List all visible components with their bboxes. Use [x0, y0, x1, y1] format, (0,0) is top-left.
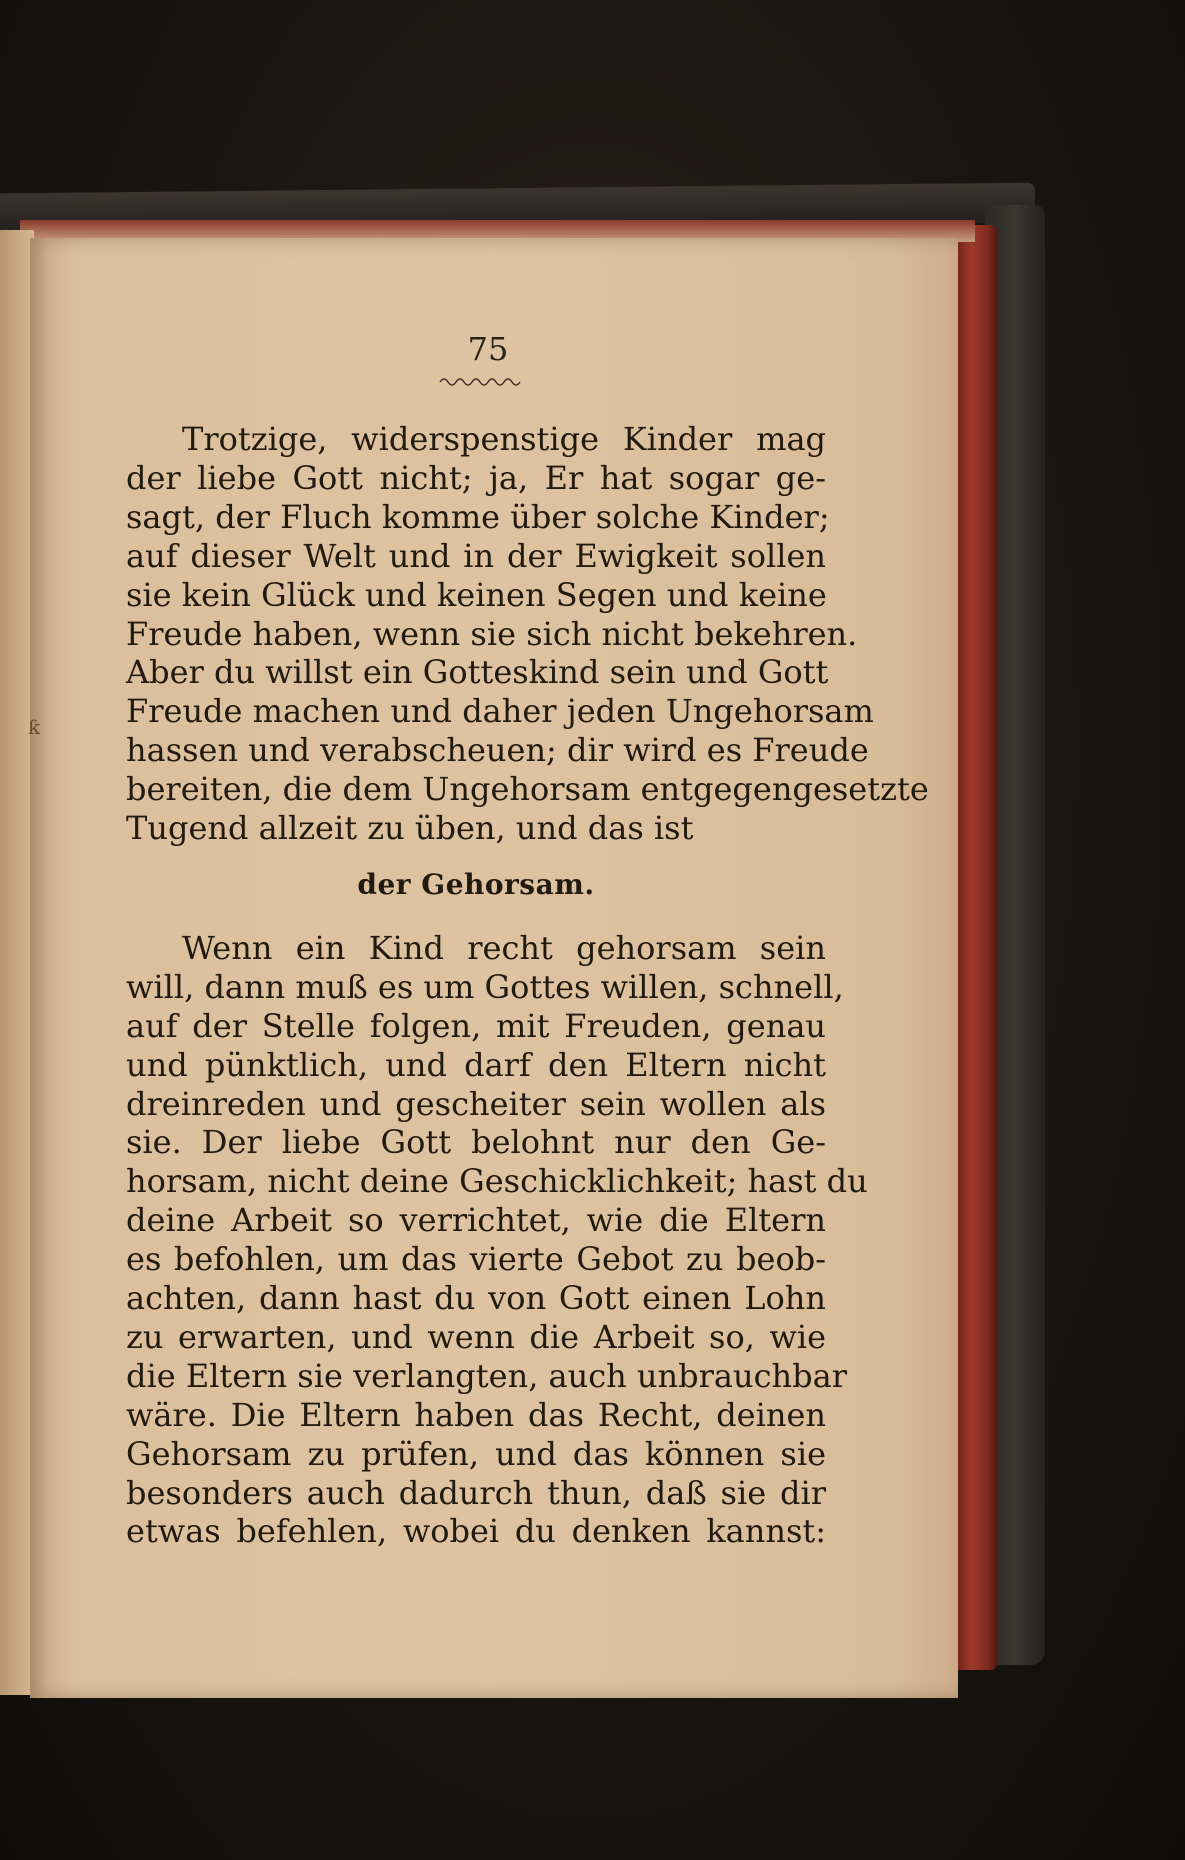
text-line: Freude haben, wenn sie sich nicht bekehren. — [126, 614, 858, 653]
text-line: sie. Der liebe Gott belohnt nur den Ge- — [126, 1123, 826, 1162]
text-line: bereiten, die dem Ungehorsam entgegengesetzte — [126, 770, 929, 809]
text-line: besonders auch dadurch thun, daß sie dir — [126, 1473, 826, 1512]
text-line: Tugend allzeit zu üben, und das ist — [126, 809, 694, 848]
paragraph-1 — [126, 420, 929, 848]
text-line: es befohlen, um das vierte Gebot zu beob- — [126, 1240, 826, 1279]
text-line: Aber du willst ein Gotteskind sein und Gott — [126, 653, 829, 692]
paragraph-2 — [126, 928, 868, 1552]
ornamental-rule — [438, 374, 526, 386]
page-number: 75 — [467, 330, 509, 368]
text-line: zu erwarten, und wenn die Arbeit so, wie — [126, 1317, 826, 1356]
text-line: will, dann muß es um Gottes willen, schnell, — [126, 967, 844, 1006]
facing-page-strip — [0, 230, 34, 1695]
section-heading: der Gehorsam. — [357, 867, 595, 901]
text-line: die Eltern sie verlangten, auch unbrauchbar — [126, 1356, 847, 1395]
text-line: sie kein Glück und keinen Segen und keine — [126, 575, 827, 614]
text-line: Trotzige, widerspenstige Kinder mag — [182, 420, 826, 458]
text-line: der liebe Gott nicht; ja, Er hat sogar ge- — [126, 458, 826, 497]
text-line: Gehorsam zu prüfen, und das können sie — [126, 1434, 826, 1473]
text-line: Freude machen und daher jeden Ungehorsam — [126, 692, 874, 731]
text-line: horsam, nicht deine Geschicklichkeit; hast du — [126, 1162, 868, 1201]
text-line: auf der Stelle folgen, mit Freuden, genau — [126, 1006, 826, 1045]
margin-mark: ƙ — [28, 715, 41, 739]
text-line: und pünktlich, und darf den Eltern nicht — [126, 1045, 826, 1084]
text-line: wäre. Die Eltern haben das Recht, deinen — [126, 1395, 826, 1434]
text-line: etwas befehlen, wobei du denken kannst: — [126, 1512, 826, 1551]
text-line: achten, dann hast du von Gott einen Lohn — [126, 1279, 826, 1318]
text-line: dreinreden und gescheiter sein wollen als — [126, 1084, 826, 1123]
text-line: sagt, der Fluch komme über solche Kinder; — [126, 497, 830, 536]
page-text — [126, 420, 929, 1551]
text-line: auf dieser Welt und in der Ewigkeit sollen — [126, 536, 826, 575]
text-line: deine Arbeit so verrichtet, wie die Eltern — [126, 1201, 826, 1240]
red-page-edges — [955, 225, 997, 1670]
text-line: hassen und verabscheuen; dir wird es Freude — [126, 731, 869, 770]
text-line: Wenn ein Kind recht gehorsam sein — [182, 928, 826, 967]
